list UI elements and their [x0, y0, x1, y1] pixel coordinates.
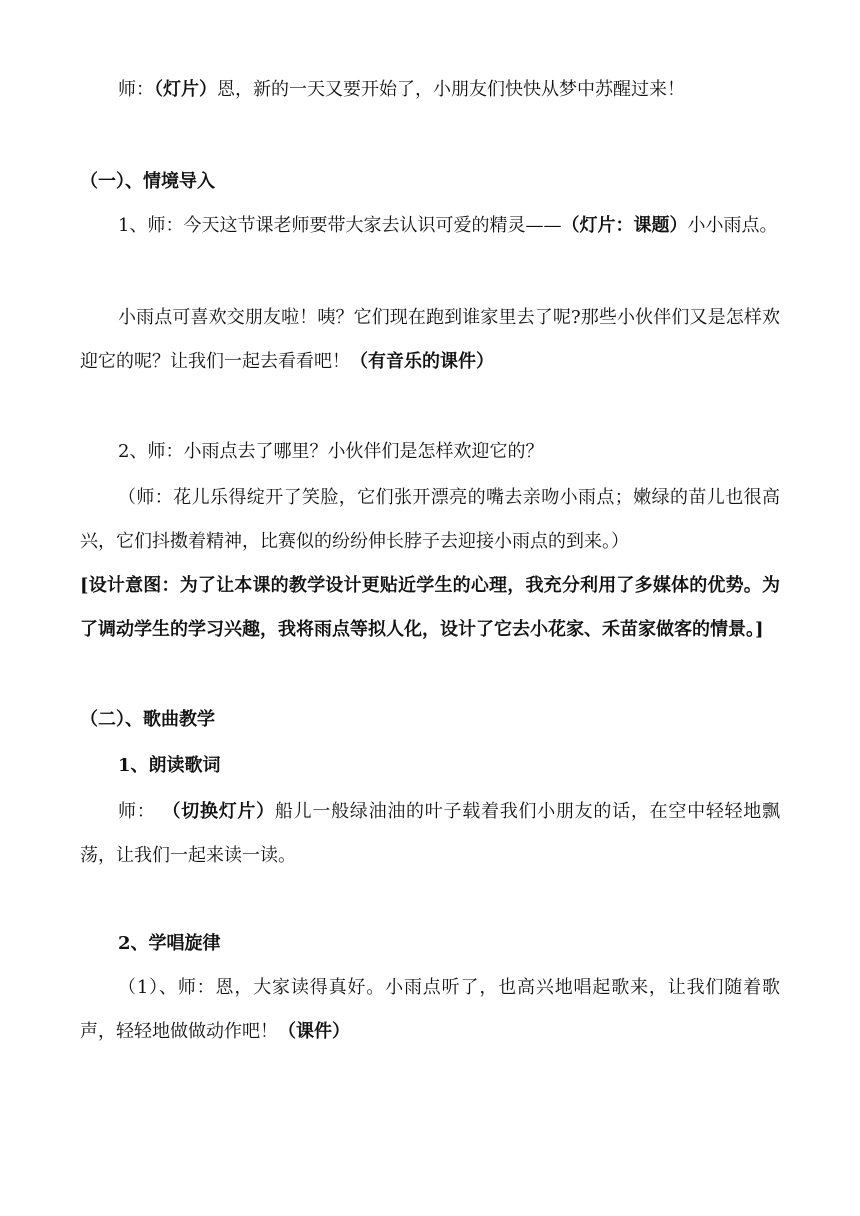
read-lyrics-text: 船儿一般绿油油的叶子载着我们小朋友的话，在空中轻轻地飘荡，让我们一起来读一读。: [80, 801, 781, 866]
subheading-read-lyrics: 1、朗读歌词: [118, 755, 221, 776]
intro-paragraph: [80, 68, 780, 112]
paragraph-read-lyrics: [80, 790, 780, 878]
subheading-learn-melody: 2、学唱旋律: [118, 933, 221, 954]
speaker-label: 师：: [118, 79, 154, 100]
paragraph-learn-melody: [80, 966, 780, 1054]
intro-text: 恩，新的一天又要开始了，小朋友们快快从梦中苏醒过来！: [217, 79, 685, 100]
step-1-tail: 小小雨点。: [687, 215, 778, 236]
speaker-label-2: 师：: [118, 801, 156, 822]
section-heading-scenario: （一）、情境导入: [80, 171, 215, 192]
music-courseware-cue: （有音乐的课件）: [350, 351, 494, 372]
design-intent-note: [设计意图：为了让本课的教学设计更贴近学生的心理，我充分利用了多媒体的优势。为了调动学生的学习兴趣，我将雨点等拟人化，设计了它去小花家、禾苗家做客的情景。]: [80, 575, 780, 640]
courseware-cue: （课件）: [278, 1021, 350, 1042]
paragraph-teacher-explanation: （师：花儿乐得绽开了笑脸，它们张开漂亮的嘴去亲吻小雨点；嫩绿的苗儿也很高兴，它们抖擞着精神，比赛似的纷纷伸长脖子去迎接小雨点的到来。）: [80, 487, 780, 552]
step-1-text: 1、师：今天这节课老师要带大家去认识可爱的精灵——: [118, 215, 562, 236]
section-heading-song-teaching: （二）、歌曲教学: [80, 709, 215, 730]
learn-melody-text: （1）、师：恩，大家读得真好。小雨点听了，也高兴地唱起歌来，让我们随着歌声，轻轻地做做动作吧！: [80, 977, 780, 1042]
raindrop-friends-text: 小雨点可喜欢交朋友啦！咦？它们现在跑到谁家里去了呢?那些小伙伴们又是怎样欢迎它的呢？让我们一起去看看吧！: [80, 307, 780, 372]
paragraph-step-1: [80, 204, 780, 248]
slide-cue: （灯片）: [154, 79, 217, 100]
slide-title-cue: （灯片：课题）: [561, 215, 688, 236]
switch-slide-cue: （切换灯片）: [171, 801, 275, 822]
paragraph-step-2: 2、师：小雨点去了哪里？小伙伴们是怎样欢迎它的？: [118, 441, 544, 462]
paragraph-raindrop-friends: [80, 296, 780, 384]
